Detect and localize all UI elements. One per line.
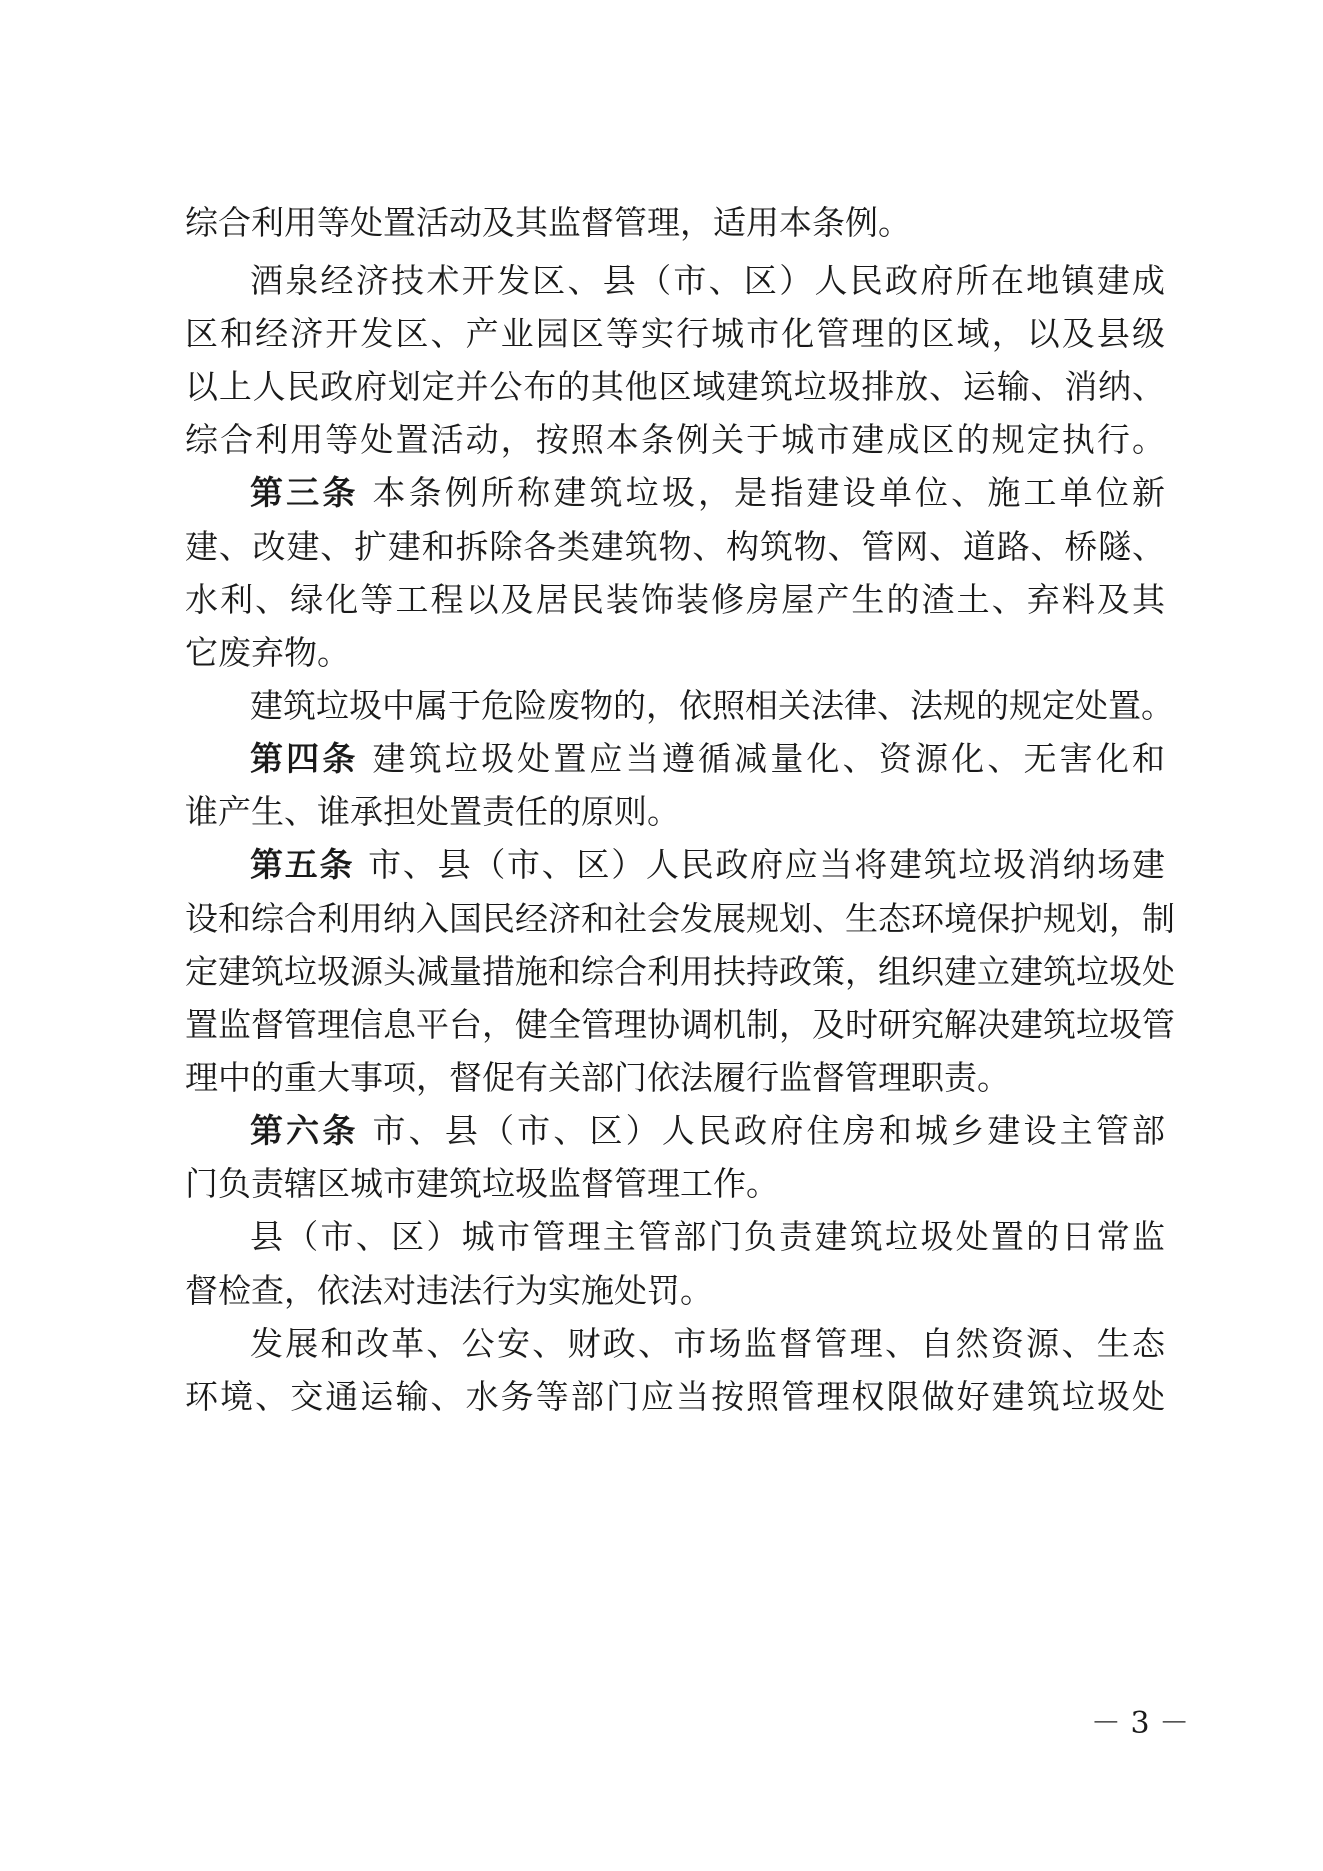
article-text: 建筑垃圾处置应当遵循减量化、资源化、无害化和 (372, 739, 1165, 778)
text-line: 督检查，依法对违法行为实施处罚。 (185, 1271, 713, 1310)
text-line: 区和经济开发区、产业园区等实行城市化管理的区域，以及县级 (185, 314, 1165, 353)
text-line: 环境、交通运输、水务等部门应当按照管理权限做好建筑垃圾处 (185, 1377, 1165, 1416)
article-4-line (250, 733, 1165, 785)
text-line: 以上人民政府划定并公布的其他区域建筑垃圾排放、运输、消纳、 (185, 367, 1165, 406)
article-3-line (250, 467, 1165, 519)
text-line: 综合利用等处置活动，按照本条例关于城市建成区的规定执行。 (185, 420, 1165, 459)
text-line: 它废弃物。 (185, 633, 350, 672)
article-heading: 第六条 (250, 1111, 359, 1150)
page-number: － 3 － (1090, 1706, 1190, 1741)
text-line: 发展和改革、公安、财政、市场监督管理、自然资源、生态 (250, 1324, 1165, 1363)
article-text: 本条例所称建筑垃圾，是指建设单位、施工单位新 (372, 473, 1165, 512)
article-heading: 第四条 (250, 739, 359, 778)
text-line: 理中的重大事项，督促有关部门依法履行监督管理职责。 (185, 1058, 1010, 1097)
article-heading: 第五条 (250, 845, 355, 884)
text-line: 县（市、区）城市管理主管部门负责建筑垃圾处置的日常监 (250, 1217, 1165, 1256)
article-5-line (250, 839, 1165, 891)
text-line: 建、改建、扩建和拆除各类建筑物、构筑物、管网、道路、桥隧、 (185, 527, 1165, 566)
article-6-line (250, 1105, 1165, 1157)
article-heading: 第三条 (250, 473, 359, 512)
text-line: 建筑垃圾中属于危险废物的，依照相关法律、法规的规定处置。 (250, 686, 1174, 725)
text-line: 定建筑垃圾源头减量措施和综合利用扶持政策，组织建立建筑垃圾处 (185, 952, 1175, 991)
article-text: 市、县（市、区）人民政府应当将建筑垃圾消纳场建 (368, 845, 1166, 884)
text-line: 酒泉经济技术开发区、县（市、区）人民政府所在地镇建成 (250, 261, 1165, 300)
text-line: 水利、绿化等工程以及居民装饰装修房屋产生的渣土、弃料及其 (185, 580, 1165, 619)
text-line: 置监督管理信息平台，健全管理协调机制，及时研究解决建筑垃圾管 (185, 1005, 1175, 1044)
text-line: 谁产生、谁承担处置责任的原则。 (185, 792, 680, 831)
text-line: 门负责辖区城市建筑垃圾监督管理工作。 (185, 1164, 779, 1203)
article-text: 市、县（市、区）人民政府住房和城乡建设主管部 (372, 1111, 1165, 1150)
text-line: 综合利用等处置活动及其监督管理，适用本条例。 (185, 203, 911, 242)
text-line: 设和综合利用纳入国民经济和社会发展规划、生态环境保护规划，制 (185, 899, 1175, 938)
